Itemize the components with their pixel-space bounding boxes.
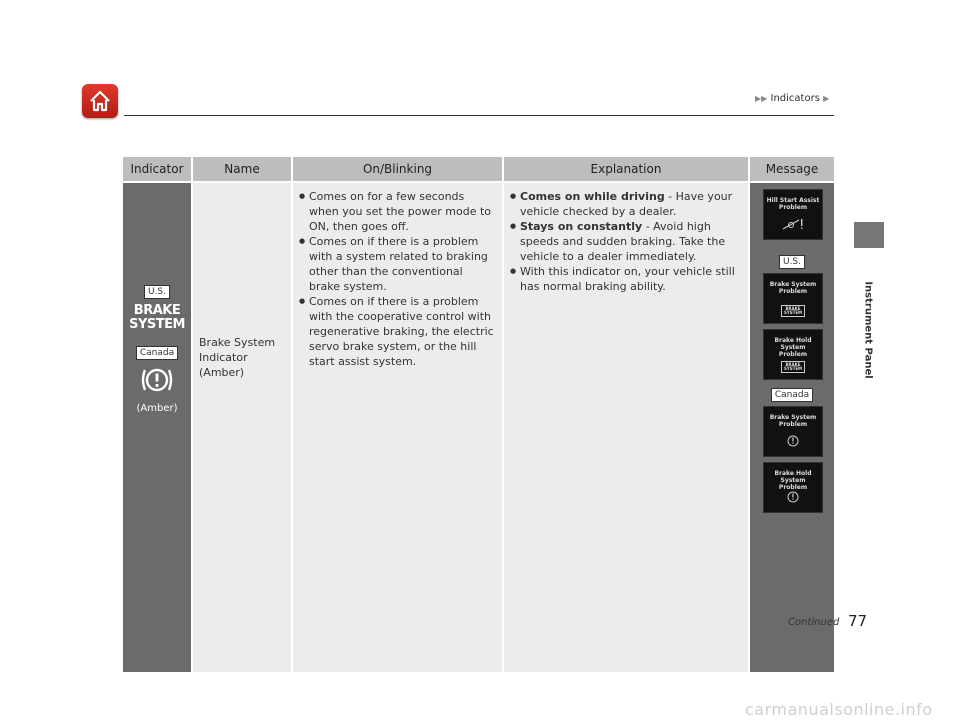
list-item: ● Comes on if there is a problem with the cooperative control with regenerative braking, the electric servo brake system, or the hill start assist system.: [299, 294, 496, 369]
list-item: ● Comes on while driving - Have your vehicle checked by a dealer.: [510, 189, 742, 219]
ca-brake-system-message: Brake System Problem: [763, 406, 823, 457]
section-tab[interactable]: [854, 222, 884, 248]
indicator-cell: [123, 182, 192, 672]
us-tag: U.S.: [144, 285, 170, 299]
breadcrumb[interactable]: [755, 93, 829, 104]
us-brake-system-message: Brake System Problem BRAKE SYSTEM: [763, 273, 823, 324]
message-us-tag: U.S.: [779, 255, 805, 269]
brake-system-icon: BRAKE SYSTEM: [764, 361, 822, 373]
continued-label: Continued: [788, 617, 840, 628]
breadcrumb-arrow-icon: ▶: [823, 94, 830, 103]
indicator-table: [123, 157, 834, 672]
table-header-row: [123, 157, 834, 182]
header-message: Message: [749, 157, 834, 182]
table-row: [123, 182, 834, 672]
list-item: ● With this indicator on, your vehicle still has normal braking ability.: [510, 264, 742, 294]
header-name: Name: [192, 157, 292, 182]
breadcrumb-arrow-icon: ▶▶: [755, 94, 768, 103]
message-canada-tag: Canada: [771, 388, 813, 402]
explanation-cell: [503, 182, 749, 672]
hill-start-icon: [764, 217, 822, 233]
header-on-blinking: On/Blinking: [292, 157, 503, 182]
home-icon: [88, 89, 112, 113]
hill-start-assist-message: Hill Start Assist Problem: [763, 189, 823, 240]
message-cell: [749, 182, 834, 672]
home-button[interactable]: [82, 84, 118, 118]
canada-tag: Canada: [136, 346, 178, 360]
watermark: carmanualsonline.info: [745, 700, 933, 719]
list-item: ● Stays on constantly - Avoid high speeds and sudden braking. Take the vehicle to a dealer immediately.: [510, 219, 742, 264]
brake-system-symbol: BRAKE SYSTEM: [129, 303, 185, 332]
breadcrumb-indicators-link[interactable]: Indicators: [770, 93, 820, 104]
header-explanation: Explanation: [503, 157, 749, 182]
brake-warning-icon: [764, 490, 822, 506]
page-number: 77: [848, 612, 868, 630]
brake-warning-icon: [764, 434, 822, 450]
ca-brake-hold-message: Brake Hold System Problem: [763, 462, 823, 513]
list-item: ● Comes on if there is a problem with a system related to braking other than the conventional brake system.: [299, 234, 496, 294]
section-label: Instrument Panel: [862, 281, 874, 379]
name-cell: Brake System Indicator (Amber): [192, 182, 292, 672]
list-item: ● Comes on for a few seconds when you set the power mode to ON, then goes off.: [299, 189, 496, 234]
on-blinking-cell: [292, 182, 503, 672]
brake-system-icon: BRAKE SYSTEM: [764, 305, 822, 317]
header-rule: [124, 115, 834, 116]
brake-warning-icon: [123, 365, 191, 399]
header-indicator: Indicator: [123, 157, 192, 182]
us-brake-hold-message: Brake Hold System Problem BRAKE SYSTEM: [763, 329, 823, 380]
amber-label: (Amber): [136, 403, 178, 414]
